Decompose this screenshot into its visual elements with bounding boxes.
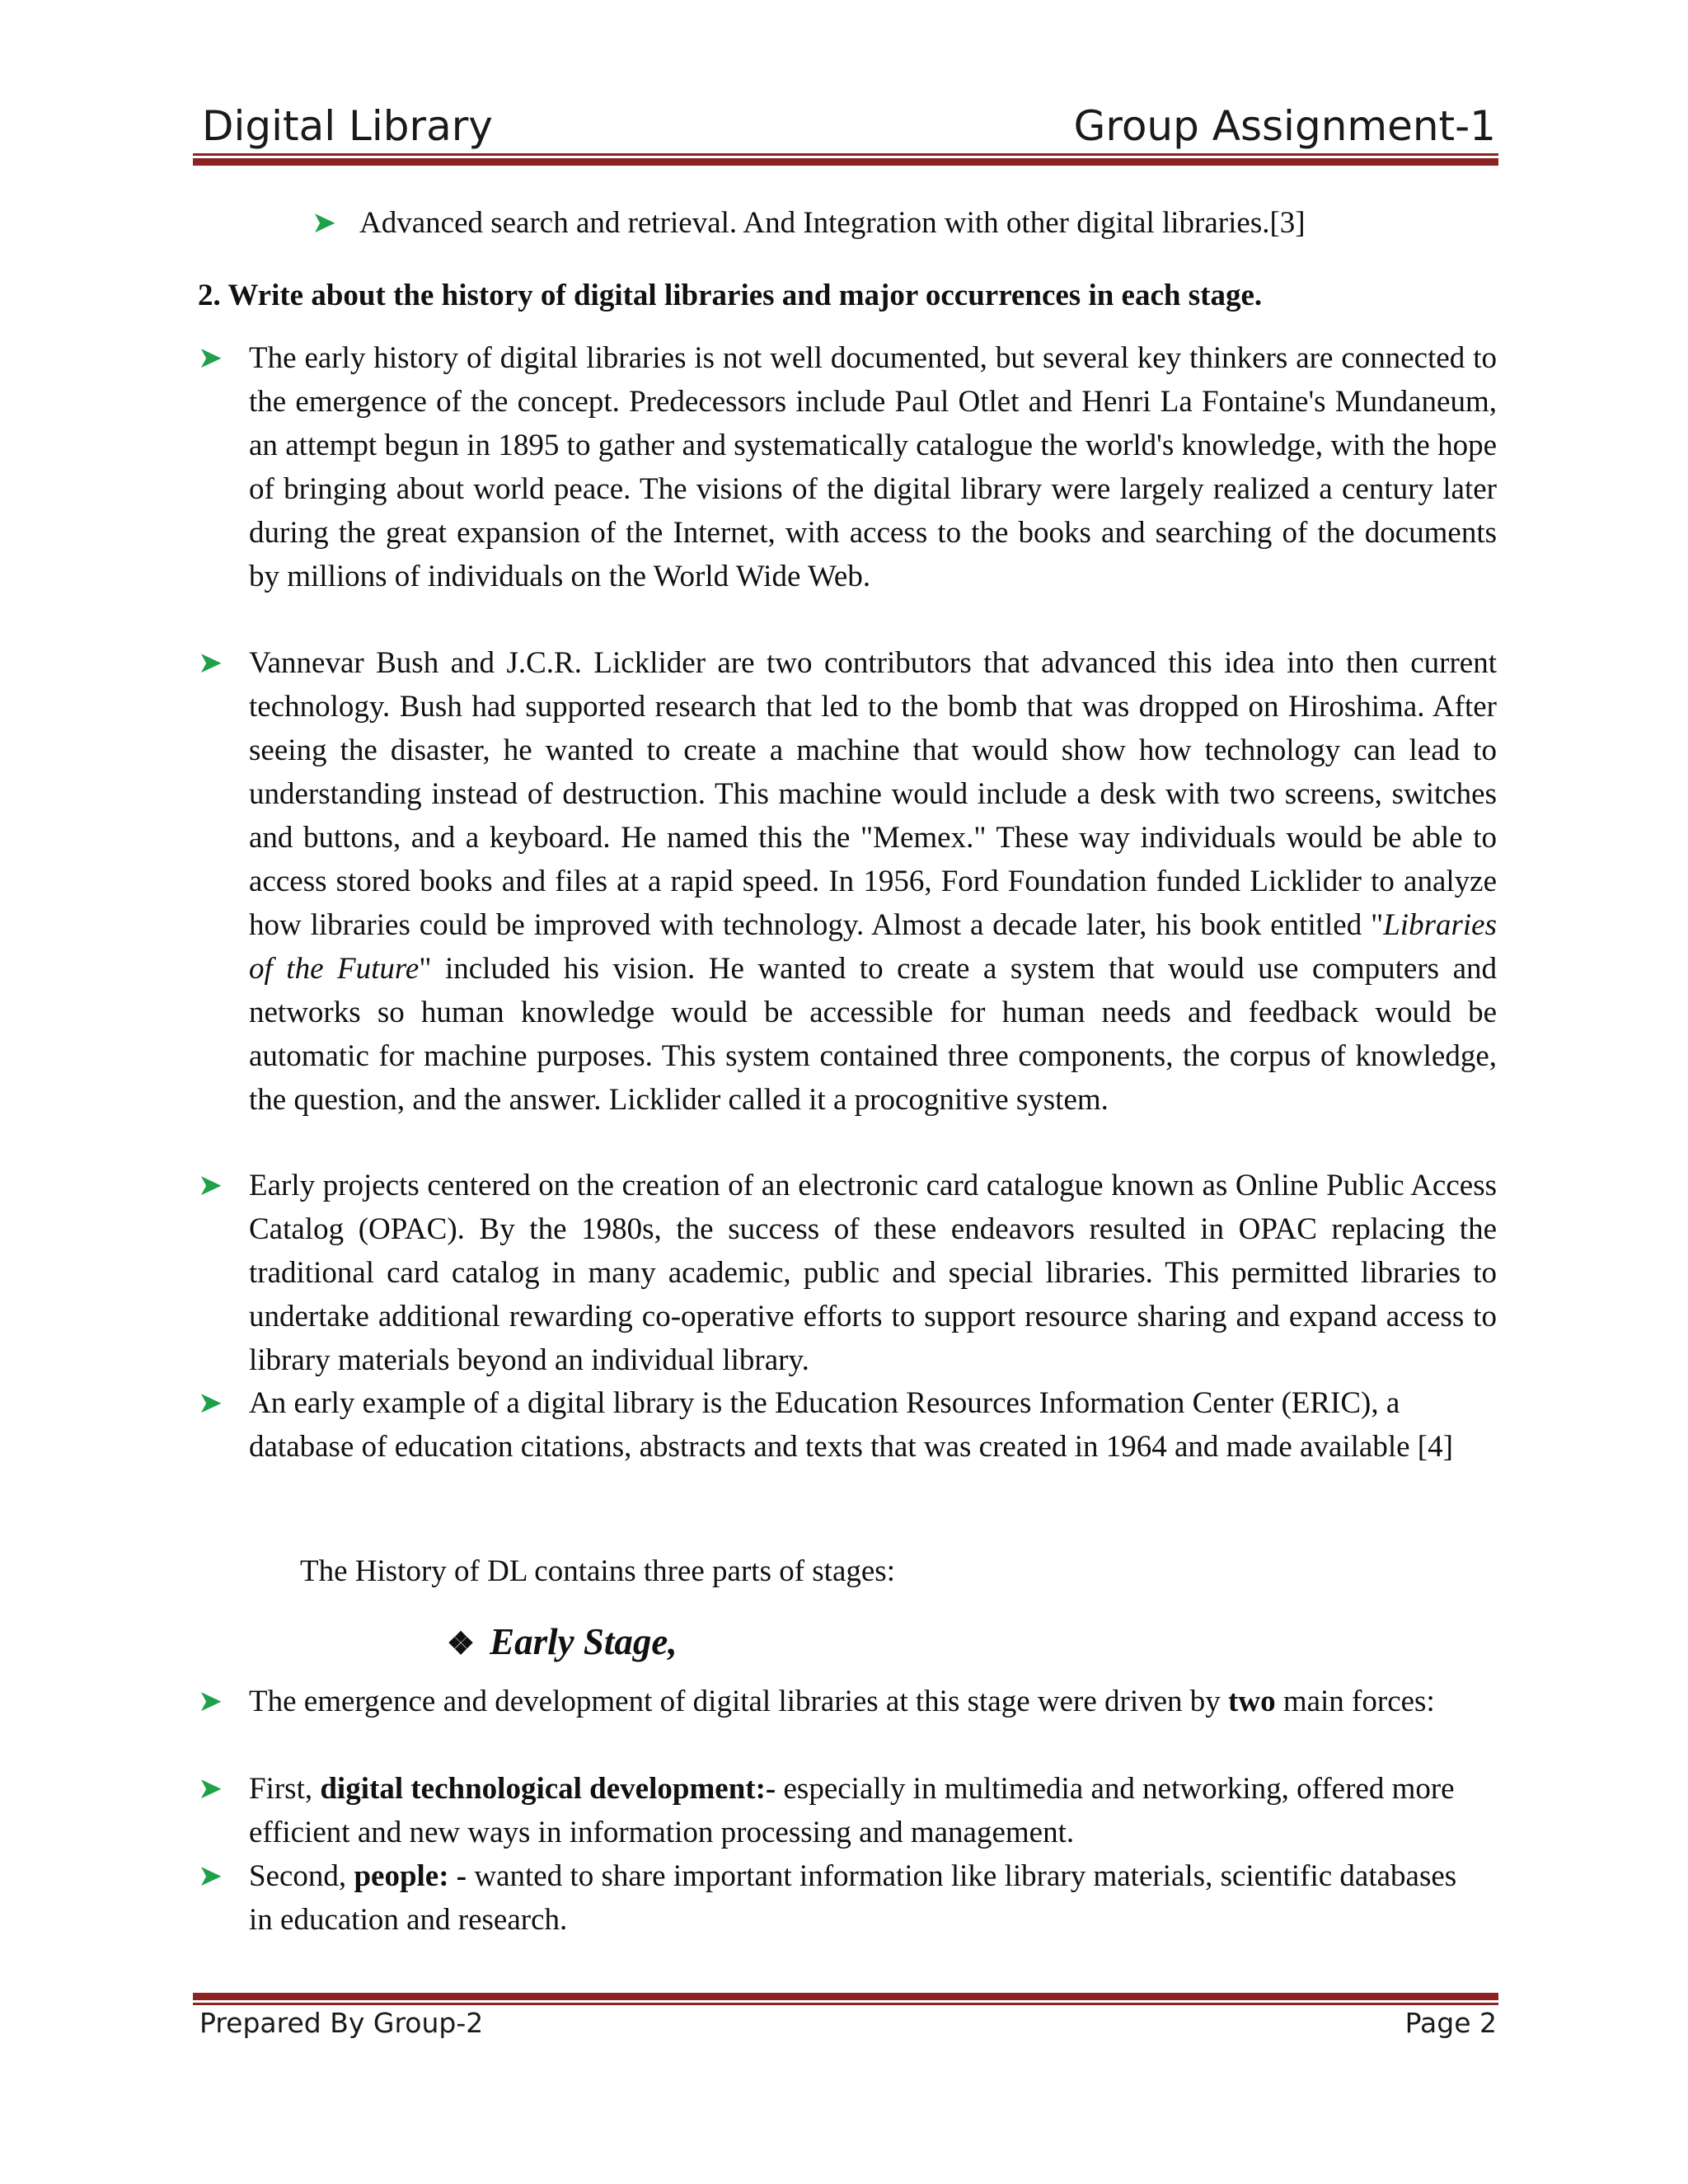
- footer-rule-thick: [193, 1993, 1498, 2000]
- list-item: An early example of a digital library is the Education Resources Information Center (ERIC), a database of education citations, abstracts and texts that was created in 1964 and made available [4]: [249, 1386, 1453, 1464]
- bullet-text-part: main forces:: [1275, 1685, 1435, 1718]
- footer-prepared-by: Prepared By Group-2: [199, 2007, 484, 2039]
- bullet-text-part: First,: [249, 1772, 321, 1806]
- bold-text: digital technological development:-: [320, 1772, 776, 1806]
- page-header: [200, 97, 1496, 155]
- stage-heading: [447, 1617, 678, 1669]
- page-number: Page 2: [1404, 2007, 1497, 2039]
- arrow-bullet-icon: ➤: [198, 1685, 223, 1718]
- bullet-text-part: " included his vision. He wanted to create a system that would use computers and networks so human knowledge would be accessible for human needs and feedback would be automatic for machine purposes. This system contained three components, the corpus of knowledge, the question, and the answer. Licklider called it a procognitive system.: [249, 952, 1497, 1117]
- header-rule-thick: [193, 158, 1498, 166]
- arrow-bullet-icon: ➤: [198, 646, 223, 679]
- list-item: [249, 1854, 1469, 1942]
- bullet-text-part: Second,: [249, 1859, 354, 1893]
- bold-text: people: -: [354, 1859, 467, 1893]
- arrow-bullet-icon: ➤: [198, 1386, 223, 1419]
- bullet-text-part: especially in multimedia and networking, offered more efficient and new ways in information processing and management.: [249, 1772, 1455, 1849]
- stages-intro: The History of DL contains three parts of stages:: [300, 1554, 895, 1588]
- list-item: [249, 1680, 1469, 1723]
- bold-text: two: [1228, 1685, 1276, 1718]
- arrow-bullet-icon: ➤: [198, 1772, 223, 1805]
- question-heading: 2. Write about the history of digital libraries and major occurrences in each stage.: [198, 279, 1263, 312]
- diamond-bullet-icon: ❖: [447, 1627, 476, 1661]
- stage-heading-text: Early Stage,: [490, 1621, 678, 1662]
- header-title: Digital Library: [202, 102, 493, 150]
- list-item: The early history of digital libraries is not well documented, but several key thinkers are connected to the emergence of the concept. Predecessors include Paul Otlet and Henri La Fontaine's Mundaneum, an attempt begun in 1895 to gather and systematically catalogue the world's knowledge, with the hope of bringing about world peace. The visions of the digital library were largely realized a century later during the great expansion of the Internet, with access to the books and searching of the documents by millions of individuals on the World Wide Web.: [249, 341, 1497, 593]
- bullet-text-part: The emergence and development of digital libraries at this stage were driven by: [249, 1685, 1229, 1718]
- header-assignment: Group Assignment-1: [1073, 102, 1496, 150]
- arrow-bullet-icon: ➤: [198, 1169, 223, 1202]
- arrow-bullet-icon: ➤: [312, 206, 337, 239]
- header-rule-thin: [193, 153, 1498, 156]
- arrow-bullet-icon: ➤: [198, 1859, 223, 1892]
- book-title: Libraries of the Future: [249, 908, 1497, 986]
- footer-rule-thin: [193, 2003, 1498, 2005]
- bullet-text-part: Vannevar Bush and J.C.R. Licklider are two contributors that advanced this idea into then current technology. Bush had supported research that led to the bomb that was dropped on Hiroshima. After seeing the disaster, he wanted to create a machine that would show how technology can lead to understanding instead of destruction. This machine would include a desk with two screens, switches and buttons, and a keyboard. He named this the "Memex." These way individuals would be able to access stored books and files at a rapid speed. In 1956, Ford Foundation funded Licklider to analyze how libraries could be improved with technology. Almost a decade later, his book entitled ": [249, 646, 1497, 942]
- arrow-bullet-icon: ➤: [198, 341, 223, 374]
- list-item: [249, 1767, 1502, 1854]
- list-item: Early projects centered on the creation of an electronic card catalogue known as Online Public Access Catalog (OPAC). By the 1980s, the success of these endeavors resulted in OPAC replacing the traditional card catalog in many academic, public and special libraries. This permitted libraries to undertake additional rewarding co-operative efforts to support resource sharing and expand access to library materials beyond an individual library.: [249, 1169, 1497, 1377]
- bullet-text-part: wanted to share important information like library materials, scientific databases in education and research.: [249, 1859, 1457, 1937]
- list-item: Advanced search and retrieval. And Integration with other digital libraries.[3]: [359, 206, 1306, 240]
- list-item: [249, 641, 1497, 1122]
